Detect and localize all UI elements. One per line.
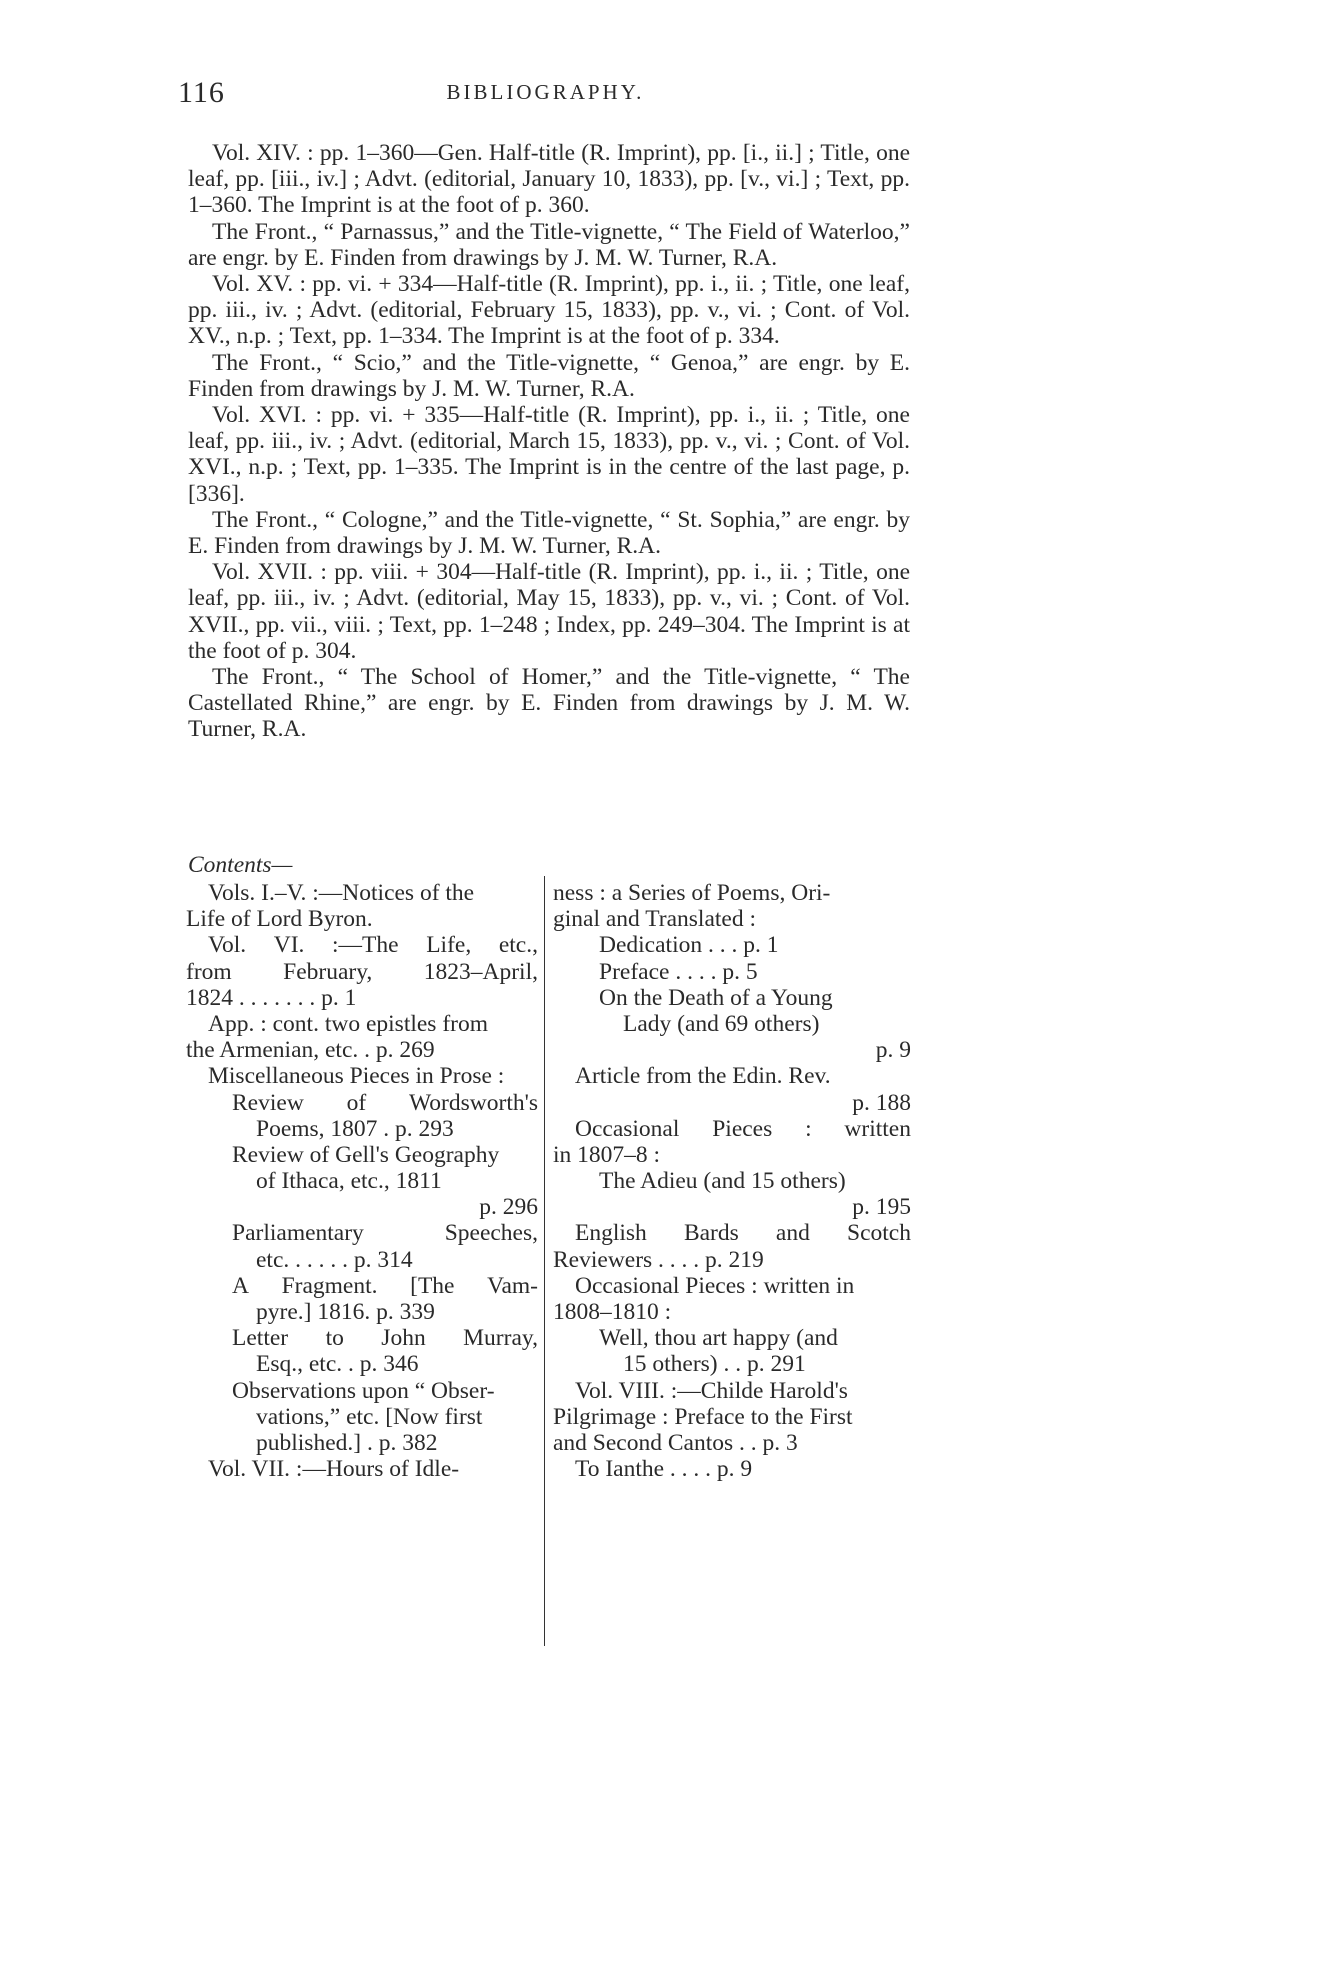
main-text — [188, 140, 910, 743]
paragraph-vol-xv-plates: The Front., “ Scio,” and the Title-vignette, “ Genoa,” are engr. by E. Finden from drawings by J. M. W. Turner, R.A. — [188, 349, 910, 402]
contents-line: Poems, 1807 . p. 293 — [256, 1115, 454, 1142]
contents-line: 1824 . . . . . . . p. 1 — [186, 984, 357, 1011]
contents-line: Vol. VI. :—The Life, etc., — [208, 932, 538, 959]
running-head: BIBLIOGRAPHY. — [446, 80, 645, 104]
contents-line: Letter to John Murray, — [232, 1325, 538, 1352]
column-divider — [544, 876, 545, 1646]
contents-line: Observations upon “ Obser- — [232, 1377, 495, 1404]
contents-line: Lady (and 69 others) — [623, 1010, 820, 1037]
contents-line: Esq., etc. . p. 346 — [256, 1351, 419, 1378]
paragraph-vol-xvi-plates: The Front., “ Cologne,” and the Title-vignette, “ St. Sophia,” are engr. by E. Finden from drawings by J. M. W. Turner, R.A. — [188, 506, 910, 560]
page-header — [178, 76, 913, 116]
contents-line: Miscellaneous Pieces in Prose : — [208, 1063, 505, 1090]
contents-line: App. : cont. two epistles from — [208, 1010, 489, 1037]
contents-line: Well, thou art happy (and — [599, 1325, 838, 1352]
contents-line: Pilgrimage : Preface to the First — [553, 1403, 853, 1430]
contents-line: On the Death of a Young — [599, 984, 833, 1011]
contents-line: Vol. VIII. :—Childe Harold's — [575, 1377, 848, 1404]
contents-label: Contents— — [188, 852, 293, 878]
contents-line: ginal and Translated : — [553, 906, 756, 933]
contents-right-column — [553, 880, 911, 1482]
contents-line: Dedication . . . p. 1 — [599, 932, 779, 959]
paragraph-vol-xvi: Vol. XVI. : pp. vi. + 335—Half-title (R. Imprint), pp. i., ii. ; Title, one leaf, pp. iii., iv. ; Advt. (editorial, March 15, 1833), pp. v., vi. ; Cont. of Vol. XVI., n.p. ; Text, pp. 1–335. The Imprint is in the centre of the last page, p. [336]. — [188, 402, 910, 507]
contents-line: A Fragment. [The Vam- — [232, 1272, 538, 1299]
contents-line: Vol. VII. :—Hours of Idle- — [208, 1456, 460, 1483]
contents-line: the Armenian, etc. . p. 269 — [186, 1037, 435, 1064]
contents-line: Parliamentary Speeches, — [232, 1220, 538, 1247]
contents-line: Article from the Edin. Rev. — [575, 1063, 831, 1090]
contents-line: pyre.] 1816. p. 339 — [256, 1299, 435, 1325]
paragraph-vol-xvii: Vol. XVII. : pp. viii. + 304—Half-title (R. Imprint), pp. i., ii. ; Title, one leaf, pp. iii., iv. ; Advt. (editorial, May 15, 1833), pp. v., vi. ; Cont. of Vol. XVII., pp. vii., viii. ; Text, pp. 1–248 ; Index, pp. 249–304. The Imprint is at the foot of p. 304. — [188, 559, 910, 664]
contents-line: Life of Lord Byron. — [186, 906, 373, 933]
contents-line: 15 others) . . p. 291 — [623, 1351, 806, 1378]
contents-line: vations,” etc. [Now first — [256, 1403, 483, 1430]
contents-line: p. 9 — [875, 1037, 911, 1064]
contents-line: Vols. I.–V. :—Notices of the — [208, 880, 475, 906]
contents-line: in 1807–8 : — [553, 1141, 661, 1168]
contents-line: Occasional Pieces : written — [575, 1115, 911, 1142]
contents-line: Review of Gell's Geography — [232, 1141, 500, 1168]
contents-line: 1808–1810 : — [553, 1299, 672, 1325]
contents-line: from February, 1823–April, — [186, 958, 538, 985]
contents-line: Preface . . . . p. 5 — [599, 958, 758, 985]
contents-left-column — [186, 880, 538, 1482]
contents-line: Occasional Pieces : written in — [575, 1272, 855, 1299]
contents-line: published.] . p. 382 — [256, 1429, 438, 1456]
contents-line: To Ianthe . . . . p. 9 — [575, 1456, 753, 1483]
paragraph-vol-xiv: Vol. XIV. : pp. 1–360—Gen. Half-title (R. Imprint), pp. [i., ii.] ; Title, one leaf, pp. [iii., iv.] ; Advt. (editorial, January 10, 1833), pp. [v., vi.] ; Text, pp. 1–360. The Imprint is at the foot of p. 360. — [188, 140, 910, 219]
contents-line: p. 195 — [852, 1194, 911, 1221]
contents-line: p. 296 — [479, 1194, 538, 1221]
contents-line: English Bards and Scotch — [575, 1220, 911, 1247]
contents-line: Review of Wordsworth's — [232, 1089, 538, 1116]
paragraph-vol-xv: Vol. XV. : pp. vi. + 334—Half-title (R. Imprint), pp. i., ii. ; Title, one leaf, pp. iii., iv. ; Advt. (editorial, February 15, 1833), pp. v., vi. ; Cont. of Vol. XV., n.p. ; Text, pp. 1–334. The Imprint is at the foot of p. 334. — [188, 271, 910, 350]
paragraph-vol-xiv-plates: The Front., “ Parnassus,” and the Title-vignette, “ The Field of Waterloo,” are engr. by E. Finden from drawings by J. M. W. Turner, R.A. — [188, 218, 910, 271]
contents-line: and Second Cantos . . p. 3 — [553, 1429, 798, 1456]
contents-line: The Adieu (and 15 others) — [599, 1168, 846, 1195]
page-number: 116 — [178, 76, 225, 109]
contents-line: p. 188 — [852, 1089, 911, 1116]
contents-line: of Ithaca, etc., 1811 — [256, 1168, 442, 1195]
paragraph-vol-xvii-plates: The Front., “ The School of Homer,” and the Title-vignette, “ The Castellated Rhine,” are engr. by E. Finden from drawings by J. M. W. Turner, R.A. — [188, 664, 910, 743]
contents-line: Reviewers . . . . p. 219 — [553, 1246, 764, 1273]
contents-line: etc. . . . . . p. 314 — [256, 1246, 413, 1273]
contents-line: ness : a Series of Poems, Ori- — [553, 880, 831, 906]
